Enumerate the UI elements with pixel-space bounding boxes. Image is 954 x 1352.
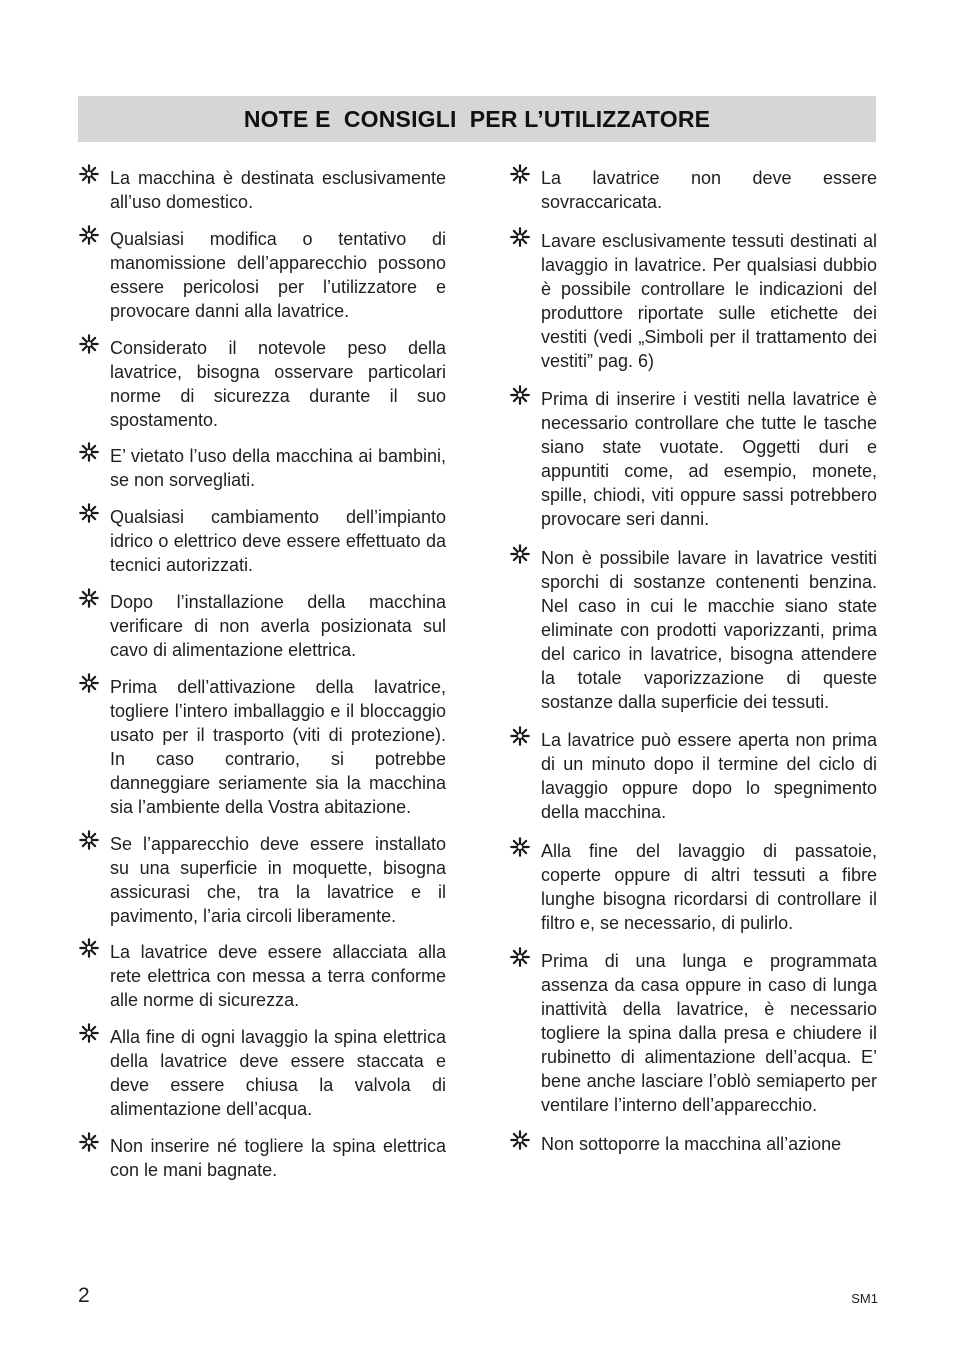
asterisk-star-icon [78,333,100,355]
list-item [509,229,877,373]
note-text: Considerato il notevole peso della lavatrice, bisogna osservare particolari norme di sicurezza durante il suo spostamento. [110,337,446,430]
asterisk-star-icon [78,1022,100,1044]
note-text: E’ vietato l’uso della macchina ai bambini, se non sorvegliati. [110,446,446,491]
note-text: Se l’apparecchio deve essere installato su una superficie in moquette, bisogna assicurasi che, tra la lavatrice e il pavimento, l’aria circoli liberamente. [110,833,446,926]
section-header [78,96,876,142]
note-text: Prima dell’attivazione della lavatrice, togliere l’intero imballaggio e il bloccaggio usato per il trasporto (viti di protezione). In caso contrario, si potrebbe danneggiare seriamente sia la macchina sia l’ambiente della Vostra abitazione. [110,676,446,817]
asterisk-star-icon [509,543,531,565]
asterisk-star-icon [78,937,100,959]
document-code: SM1 [851,1291,878,1306]
asterisk-star-icon [509,163,531,185]
list-item [78,590,446,662]
list-item [509,839,877,935]
note-text: Non è possibile lavare in lavatrice vestiti sporchi di sostanze contenenti benzina. Nel caso in cui le macchie siano state eliminate con prodotti vaporizzanti, prima del carico in lavatrice, bisogna attendere la totale vaporizzazione di queste sostanze dalla superficie dei tessuti. [541,547,877,712]
note-text: Dopo l’installazione della macchina verificare di non averla posizionata sul cavo di alimentazione elettrica. [110,591,446,660]
asterisk-star-icon [509,384,531,406]
note-text: Qualsiasi cambiamento dell’impianto idrico o elettrico deve essere effettuato da tecnici autorizzati. [110,507,446,576]
page-number: 2 [78,1284,90,1307]
note-text: La lavatrice può essere aperta non prima di un minuto dopo il termine del ciclo di lavaggio oppure dopo lo spegnimento della macchina. [541,730,877,822]
note-text: Prima di inserire i vestiti nella lavatrice è necessario controllare che tutte le tasche siano state vuotate. Oggetti duri e appuntiti come, ad esempio, monete, spille, chiodi, viti oppure sassi potrebbero provocare seri danni. [541,389,877,529]
asterisk-star-icon [78,224,100,246]
page-title: NOTE E CONSIGLI PER L’UTILIZZATORE [243,105,711,132]
list-item [78,336,446,432]
list-item [78,166,446,214]
note-text: Qualsiasi modifica o tentativo di manomissione dell’apparecchio possono essere pericolosi per l’utilizzatore e provocare danni alla lavatrice. [110,228,446,321]
asterisk-star-icon [78,829,100,851]
asterisk-star-icon [509,946,531,968]
note-text: Prima di una lunga e programmata assenza da casa oppure in caso di lunga inattività della lavatrice, è necessario togliere la spina dalla presa e chiudere il rubinetto di alimentazione dell’acqua. E’ bene anche lasciare l’oblò semiaperto per ventilare l’interno dell’apparecchio. [541,951,877,1115]
list-item [509,949,877,1117]
list-item [78,1025,446,1121]
list-item [509,387,877,531]
asterisk-star-icon [509,1129,531,1151]
list-item [78,1134,446,1182]
asterisk-star-icon [78,441,100,463]
list-item [78,832,446,928]
list-item [78,444,446,492]
list-item [509,1132,877,1156]
note-text: Non inserire né togliere la spina elettrica con le mani bagnate. [110,1135,446,1180]
notes-column-right [509,166,877,1170]
note-text: Lavare esclusivamente tessuti destinati al lavaggio in lavatrice. Per qualsiasi dubbio è possibile controllare le indicazioni del produttore riportate sulle etichette dei vestiti (vedi „Simboli per il trattamento dei vestiti” pag. 6) [541,230,877,371]
asterisk-star-icon [509,725,531,747]
asterisk-star-icon [509,226,531,248]
asterisk-star-icon [78,502,100,524]
asterisk-star-icon [78,587,100,609]
note-text: Non sottoporre la macchina all’azione [541,1133,842,1154]
note-text: Alla fine del lavaggio di passatoie, coperte oppure di altri tessuti a fibre lunghe bisogna ricordarsi di controllare il filtro e, se necessario, di pulirlo. [541,840,877,933]
notes-column-left [78,166,446,1195]
note-text: Alla fine di ogni lavaggio la spina elettrica della lavatrice deve essere staccata e deve essere chiusa la valvola di alimentazione dell’acqua. [110,1027,446,1120]
list-item [78,227,446,323]
list-item [78,505,446,577]
note-text: La lavatrice non deve essere sovraccaricata. [541,168,877,212]
note-text: La lavatrice deve essere allacciata alla rete elettrica con messa a terra conforme alle norme di sicurezza. [110,942,446,1011]
note-text: La macchina è destinata esclusivamente all’uso domestico. [110,168,446,212]
asterisk-star-icon [78,163,100,185]
asterisk-star-icon [78,1131,100,1153]
asterisk-star-icon [78,672,100,694]
list-item [509,728,877,824]
list-item [509,166,877,214]
list-item [509,546,877,714]
list-item [78,675,446,819]
list-item [78,940,446,1012]
asterisk-star-icon [509,836,531,858]
